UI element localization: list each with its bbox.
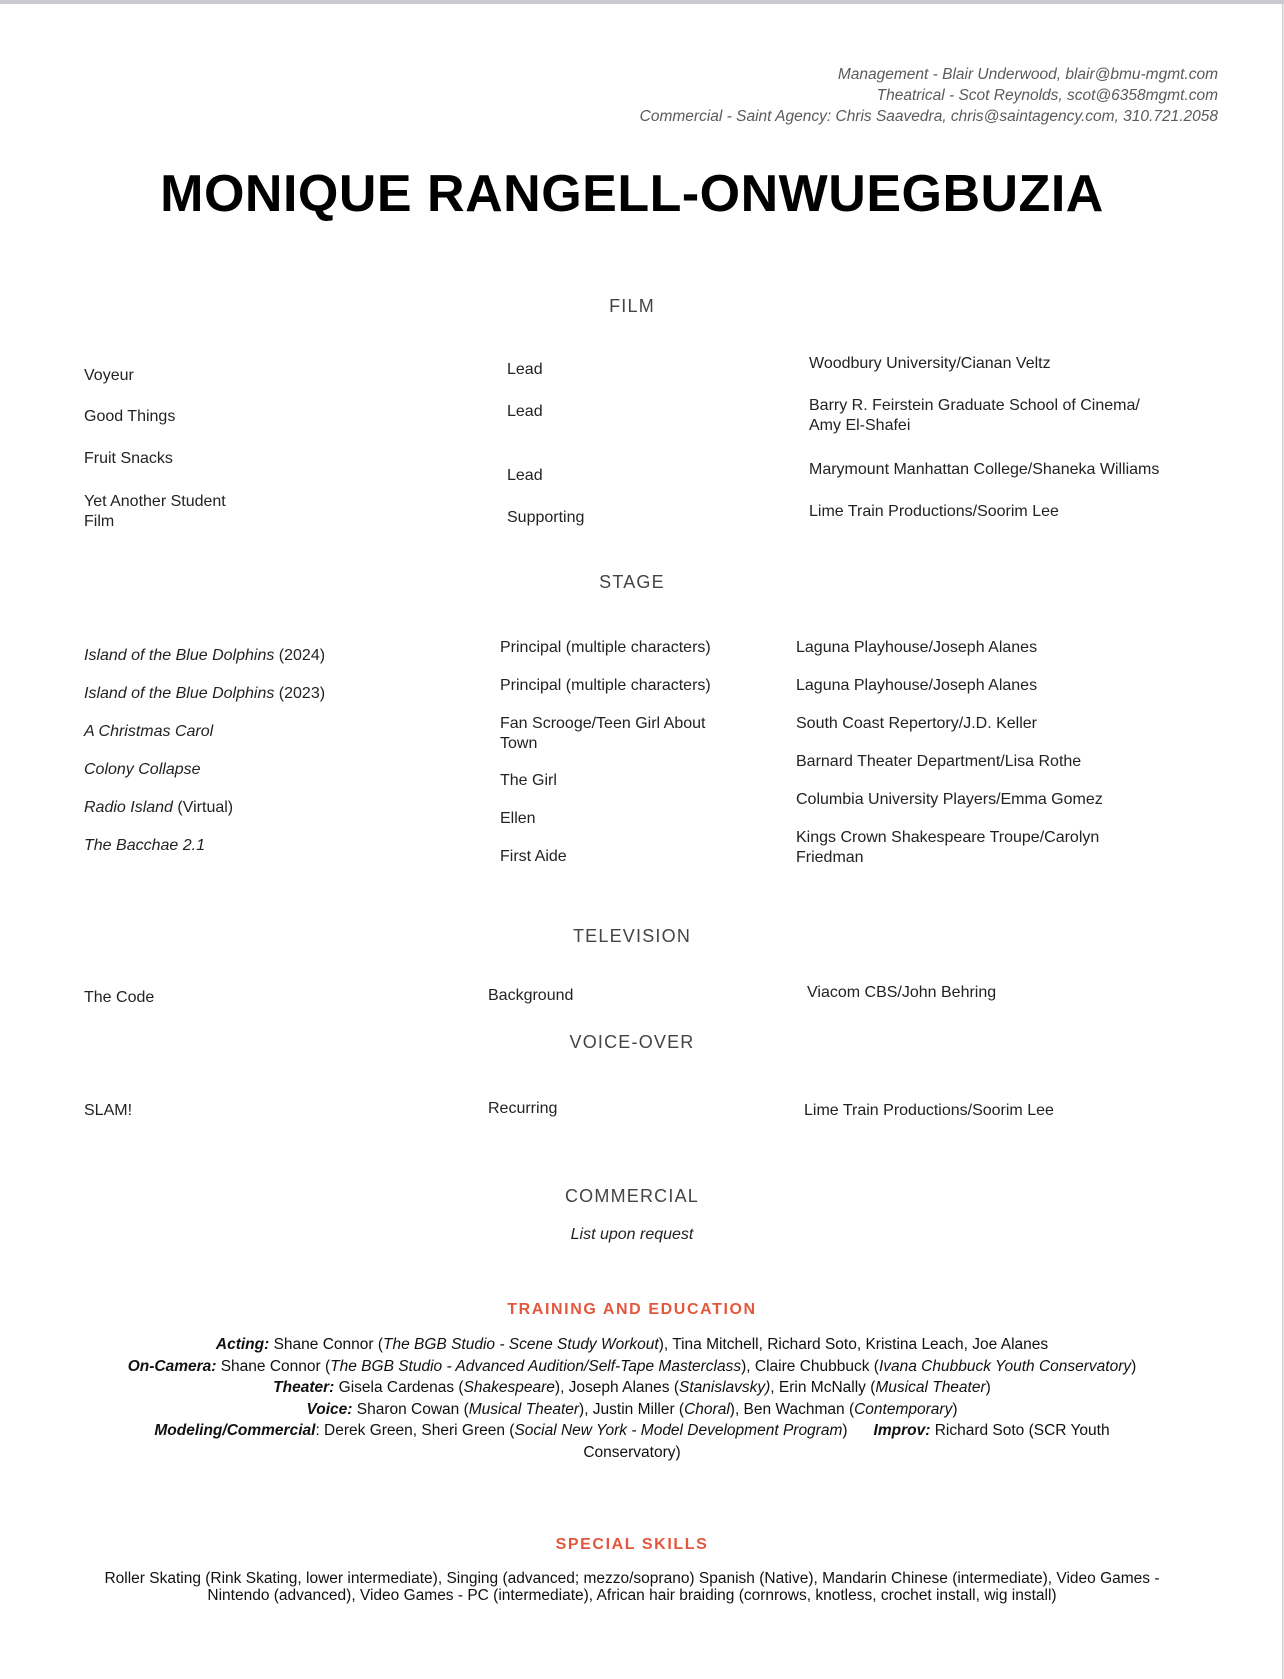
training-block xyxy=(60,1334,1204,1463)
tv-company: Viacom CBS/John Behring xyxy=(807,984,997,1001)
training-label: Theater: xyxy=(273,1379,335,1396)
training-text: Sharon Cowan ( xyxy=(352,1400,469,1418)
stage-title-italic: Island of the Blue Dolphins xyxy=(84,685,275,702)
training-voice xyxy=(60,1399,1204,1421)
training-italic: Shakespeare xyxy=(463,1379,555,1396)
training-text: , Erin McNally ( xyxy=(770,1379,876,1396)
training-label: Modeling/Commercial xyxy=(154,1422,316,1439)
film-title: Voyeur xyxy=(84,367,134,384)
film-role: Lead xyxy=(507,361,543,378)
theatrical-contact: Theatrical - Scot Reynolds, scot@6358mgmt.com xyxy=(876,87,1218,104)
stage-role: Principal (multiple characters) xyxy=(500,639,711,656)
stage-heading: STAGE xyxy=(599,572,665,592)
stage-role: The Girl xyxy=(500,772,557,789)
training-theater xyxy=(60,1377,1204,1399)
management-contact: Management - Blair Underwood, blair@bmu-mgmt.com xyxy=(837,66,1218,83)
training-italic: Musical Theater xyxy=(468,1400,580,1418)
film-role: Supporting xyxy=(507,509,585,526)
stage-title xyxy=(84,646,325,666)
training-text: ) xyxy=(952,1400,958,1418)
stage-title xyxy=(84,798,233,818)
training-text: ) xyxy=(985,1379,991,1396)
training-label: Voice: xyxy=(306,1400,353,1418)
stage-title-suffix: (Virtual) xyxy=(172,799,234,816)
stage-company xyxy=(796,828,1099,868)
commercial-contact: Commercial - Saint Agency: Chris Saavedra, chris@saintagency.com, 310.721.2058 xyxy=(639,108,1218,125)
stage-title-italic: Radio Island xyxy=(84,799,173,816)
stage-company-line: Kings Crown Shakespeare Troupe/Carolyn xyxy=(796,829,1100,846)
stage-title-suffix: (2023) xyxy=(274,685,326,702)
training-text: Shane Connor ( xyxy=(269,1336,384,1353)
stage-role: Ellen xyxy=(500,810,536,827)
training-text: ), Tina Mitchell, Richard Soto, Kristina Leach, Joe Alanes xyxy=(658,1336,1049,1353)
film-company-line: Amy El-Shafei xyxy=(809,417,911,434)
training-text: ), Joseph Alanes ( xyxy=(554,1379,679,1396)
film-company-line: Barry R. Feirstein Graduate School of Cinema/ xyxy=(809,397,1140,414)
training-italic: Musical Theater xyxy=(875,1379,986,1396)
vo-title: SLAM! xyxy=(84,1102,133,1119)
stage-role xyxy=(500,714,705,754)
training-text: Gisela Cardenas ( xyxy=(334,1379,464,1396)
training-text: Shane Connor ( xyxy=(216,1357,331,1375)
training-acting xyxy=(60,1334,1204,1356)
stage-role-line: Town xyxy=(500,735,538,752)
film-company: Woodbury University/Cianan Veltz xyxy=(809,355,1051,372)
training-modeling xyxy=(60,1420,1204,1442)
training-italic: The BGB Studio - Advanced Audition/Self-Tape Masterclass xyxy=(330,1357,742,1375)
training-italic: The BGB Studio - Scene Study Workout xyxy=(383,1336,659,1353)
training-label: Improv: xyxy=(873,1422,931,1439)
training-text: ), Justin Miller ( xyxy=(579,1400,685,1418)
stage-company-line: Friedman xyxy=(796,849,864,866)
training-italic: Ivana Chubbuck Youth Conservatory xyxy=(878,1357,1132,1375)
stage-company: Columbia University Players/Emma Gomez xyxy=(796,791,1103,808)
stage-title-suffix: (2024) xyxy=(274,647,326,664)
film-title-line: Yet Another Student xyxy=(84,493,226,510)
film-company xyxy=(809,396,1140,436)
tv-role: Background xyxy=(488,987,574,1004)
stage-title: Colony Collapse xyxy=(84,761,201,778)
stage-title: The Bacchae 2.1 xyxy=(84,837,205,854)
voiceover-heading: VOICE-OVER xyxy=(569,1032,695,1052)
training-text: ), Ben Wachman ( xyxy=(729,1400,855,1418)
training-text: : Derek Green, Sheri Green ( xyxy=(315,1422,515,1439)
training-on-camera xyxy=(60,1356,1204,1378)
television-heading: TELEVISION xyxy=(572,926,692,946)
skills-heading: SPECIAL SKILLS xyxy=(555,1536,709,1553)
skills-text: Roller Skating (Rink Skating, lower intermediate), Singing (advanced; mezzo/soprano) Spanish (Native), Mandarin Chinese (intermediate), Video Games - Nintendo (advanced), Video Games - PC (intermediate), African hair braiding (cornrows, knotless, crochet install, wig install) xyxy=(104,1570,1160,1604)
actor-name: MONIQUE RANGELL-ONWUEGBUZIA xyxy=(160,165,1104,223)
resume-page xyxy=(0,4,1283,1679)
training-improv-cont: Conservatory) xyxy=(583,1443,681,1461)
contact-block xyxy=(640,64,1218,127)
training-text: ), Claire Chubbuck ( xyxy=(741,1357,879,1375)
stage-role: Principal (multiple characters) xyxy=(500,677,711,694)
film-company: Lime Train Productions/Soorim Lee xyxy=(809,503,1059,520)
film-title xyxy=(84,492,226,532)
stage-title: A Christmas Carol xyxy=(84,723,214,740)
film-title-line: Film xyxy=(84,513,115,530)
training-italic: Choral xyxy=(684,1400,730,1418)
film-role: Lead xyxy=(507,403,543,420)
training-text: ) xyxy=(1131,1357,1137,1375)
commercial-note: List upon request xyxy=(570,1226,694,1243)
stage-company: Barnard Theater Department/Lisa Rothe xyxy=(796,753,1082,770)
training-heading: TRAINING AND EDUCATION xyxy=(507,1301,757,1318)
vo-role: Recurring xyxy=(488,1100,558,1117)
stage-company: Laguna Playhouse/Joseph Alanes xyxy=(796,639,1038,656)
training-italic: Stanislavsky) xyxy=(678,1379,771,1396)
tv-title: The Code xyxy=(84,989,155,1006)
training-text: Richard Soto (SCR Youth xyxy=(930,1422,1110,1439)
stage-role-line: Fan Scrooge/Teen Girl About xyxy=(500,715,706,732)
film-title: Good Things xyxy=(84,408,176,425)
film-role: Lead xyxy=(507,467,543,484)
stage-title-italic: Island of the Blue Dolphins xyxy=(84,647,275,664)
stage-company: South Coast Repertory/J.D. Keller xyxy=(796,715,1037,732)
training-italic: Contemporary xyxy=(854,1400,953,1418)
commercial-heading: COMMERCIAL xyxy=(564,1186,699,1206)
stage-company: Laguna Playhouse/Joseph Alanes xyxy=(796,677,1038,694)
film-heading: FILM xyxy=(609,296,655,316)
film-title: Fruit Snacks xyxy=(84,450,173,467)
training-label: Acting: xyxy=(215,1336,270,1353)
training-italic: Social New York - Model Development Program xyxy=(514,1422,843,1439)
stage-role: First Aide xyxy=(500,848,567,865)
training-label: On-Camera: xyxy=(127,1357,217,1375)
vo-company: Lime Train Productions/Soorim Lee xyxy=(804,1102,1054,1119)
stage-title xyxy=(84,684,325,704)
film-company: Marymount Manhattan College/Shaneka Williams xyxy=(809,461,1160,478)
training-text: ) xyxy=(842,1422,848,1439)
